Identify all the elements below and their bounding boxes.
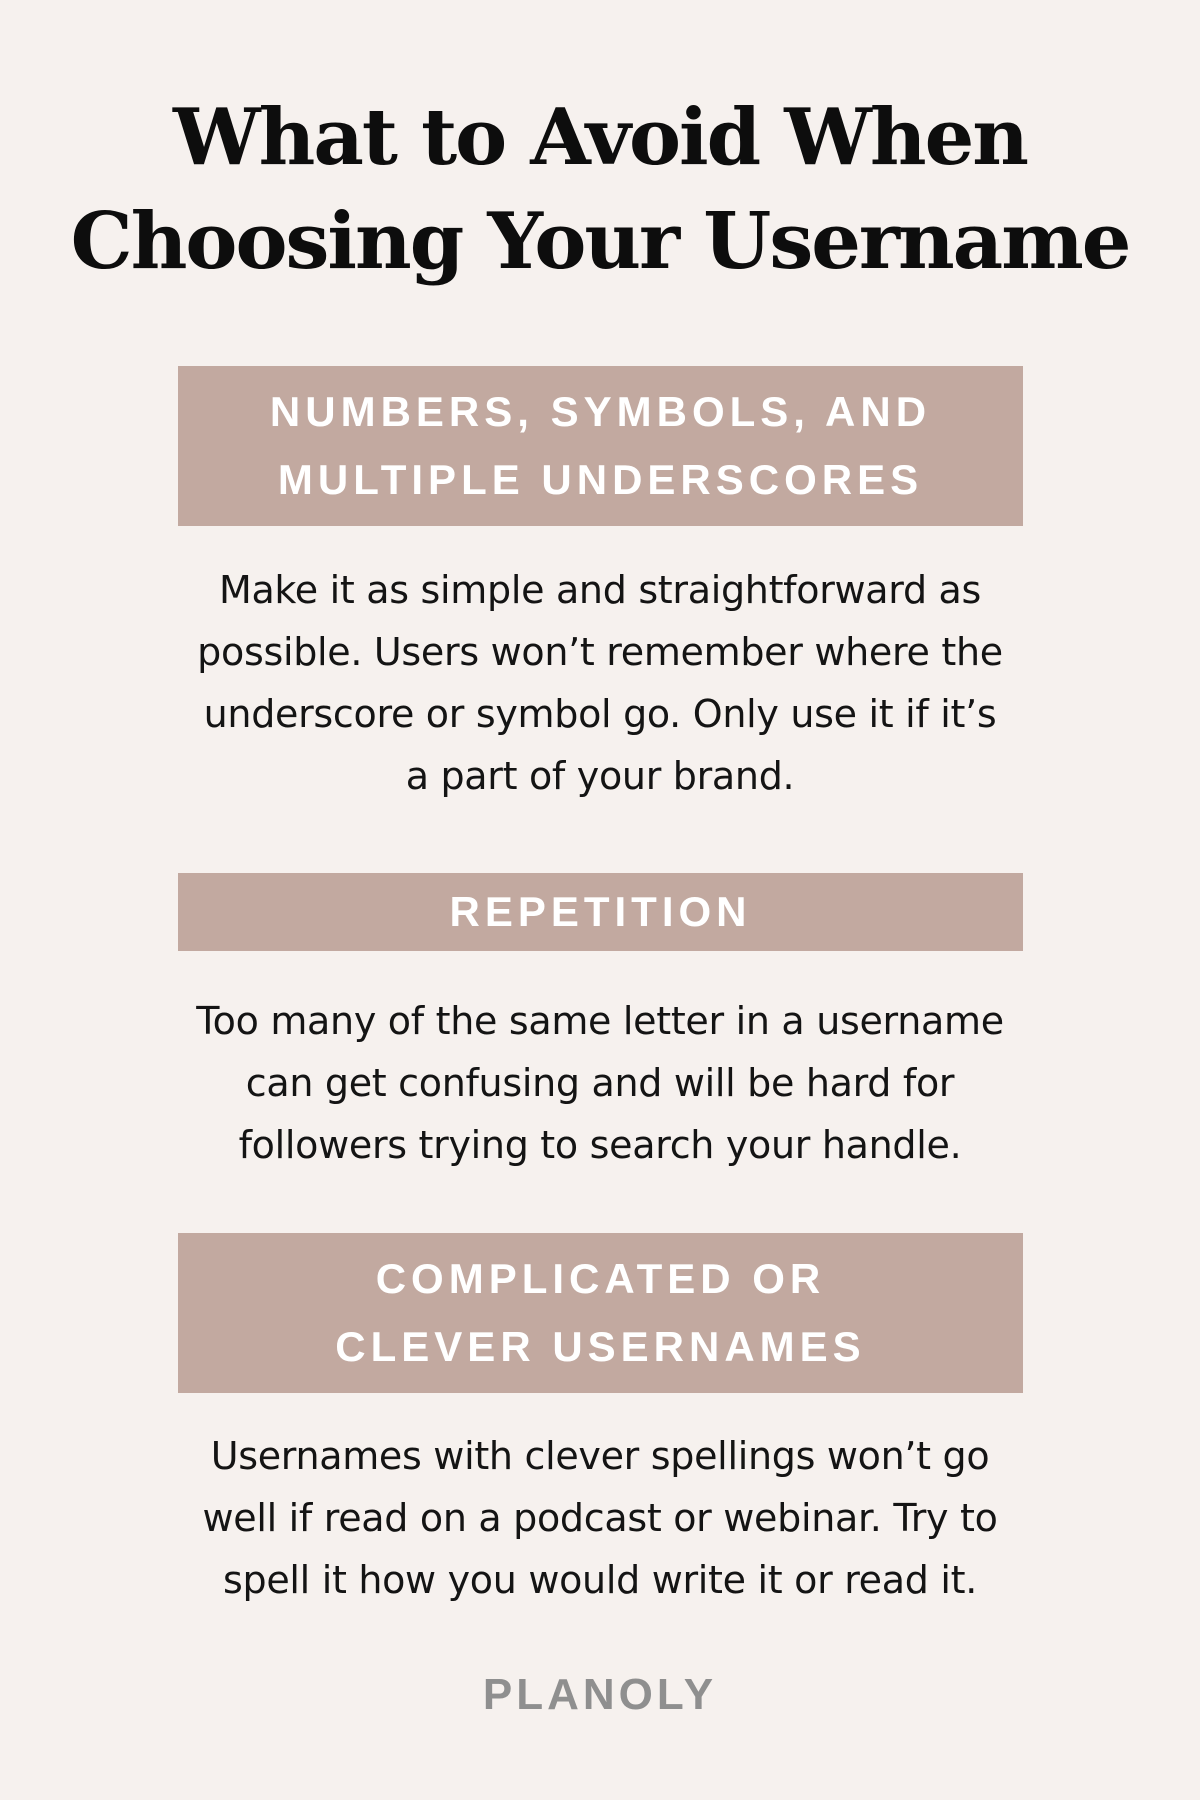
- section-heading-complicated: [178, 1233, 1023, 1393]
- body-line: possible. Users won’t remember where the: [197, 630, 1003, 674]
- body-line: spell it how you would write it or read it.: [223, 1558, 977, 1602]
- section-heading-numbers-symbols: [178, 366, 1023, 526]
- page-title: [0, 86, 1200, 294]
- body-line: can get confusing and will be hard for: [245, 1061, 955, 1105]
- section-body-complicated: [150, 1425, 1050, 1611]
- body-line: underscore or symbol go. Only use it if it’s: [203, 692, 997, 736]
- brand-logo: PLANOLY: [482, 1670, 718, 1719]
- section-heading-line: MULTIPLE UNDERSCORES: [277, 456, 924, 503]
- section-body-numbers-symbols: [150, 559, 1050, 807]
- title-line: What to Avoid When: [173, 92, 1027, 183]
- section-heading-line: COMPLICATED OR: [375, 1255, 826, 1302]
- body-line: well if read on a podcast or webinar. Try to: [202, 1496, 998, 1540]
- body-line: followers trying to search your handle.: [238, 1123, 962, 1167]
- section-heading-line: NUMBERS, SYMBOLS, AND: [269, 388, 932, 435]
- body-line: Too many of the same letter in a username: [196, 999, 1004, 1043]
- section-heading-line: REPETITION: [449, 888, 752, 935]
- body-line: Usernames with clever spellings won’t go: [210, 1434, 990, 1478]
- body-line: Make it as simple and straightforward as: [218, 568, 982, 612]
- title-line: Choosing Your Username: [70, 196, 1130, 287]
- section-heading-line: CLEVER USERNAMES: [335, 1323, 866, 1370]
- section-heading-repetition: [178, 873, 1023, 951]
- body-line: a part of your brand.: [405, 754, 795, 798]
- section-body-repetition: [150, 990, 1050, 1176]
